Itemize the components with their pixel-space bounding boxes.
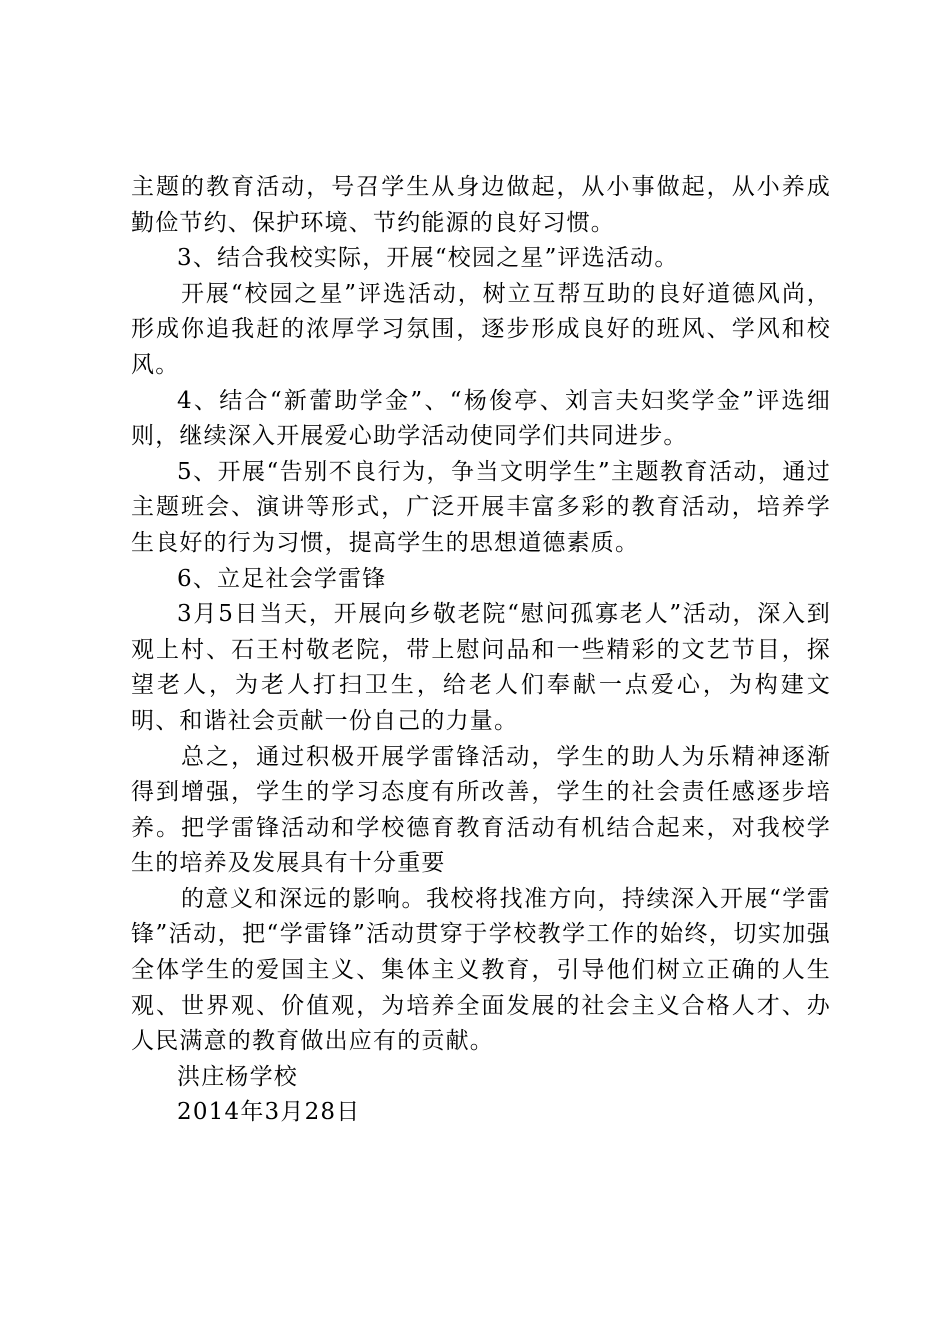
signature-date: 2014年3月28日 [177, 1099, 361, 1126]
paragraph-2: 3、结合我校实际，开展“校园之星”评选活动。 [177, 245, 679, 272]
paragraph-8: 总之，通过积极开展学雷锋活动，学生的助人为乐精神逐渐得到增强，学生的学习态度有所改善，学生的社会责任感逐步培养。把学雷锋活动和学校德育教育活动有机结合起来，对我校学生的培养及发展具有十分重要 [131, 743, 831, 877]
paragraph-4: 4、结合“新蕾助学金”、“杨俊亭、刘言夫妇奖学金”评选细则，继续深入开展爱心助学活动使同学们共同进步。 [131, 387, 831, 450]
signature-school: 洪庄杨学校 [177, 1063, 298, 1090]
document-body [131, 170, 831, 1131]
paragraph-9: 的意义和深远的影响。我校将找准方向，持续深入开展“学雷锋”活动，把“学雷锋”活动贯穿于学校教学工作的始终，切实加强全体学生的爱国主义、集体主义教育，引导他们树立正确的人生观、世界观、价值观，为培养全面发展的社会主义合格人才、办人民满意的教育做出应有的贡献。 [131, 885, 831, 1055]
paragraph-5: 5、开展“告别不良行为，争当文明学生”主题教育活动，通过主题班会、演讲等形式，广泛开展丰富多彩的教育活动，培养学生良好的行为习惯，提高学生的思想道德素质。 [131, 458, 831, 556]
paragraph-1: 主题的教育活动，号召学生从身边做起，从小事做起，从小养成勤俭节约、保护环境、节约能源的良好习惯。 [131, 174, 831, 236]
paragraph-7: 3月5日当天，开展向乡敬老院“慰问孤寡老人”活动，深入到观上村、石王村敬老院，带上慰问品和一些精彩的文艺节目，探望老人，为老人打扫卫生，给老人们奉献一点爱心，为构建文明、和谐社会贡献一份自己的力量。 [131, 601, 831, 734]
paragraph-3: 开展“校园之星”评选活动，树立互帮互助的良好道德风尚，形成你追我赶的浓厚学习氛围，逐步形成良好的班风、学风和校风。 [131, 280, 831, 378]
paragraph-6: 6、立足社会学雷锋 [177, 565, 387, 592]
